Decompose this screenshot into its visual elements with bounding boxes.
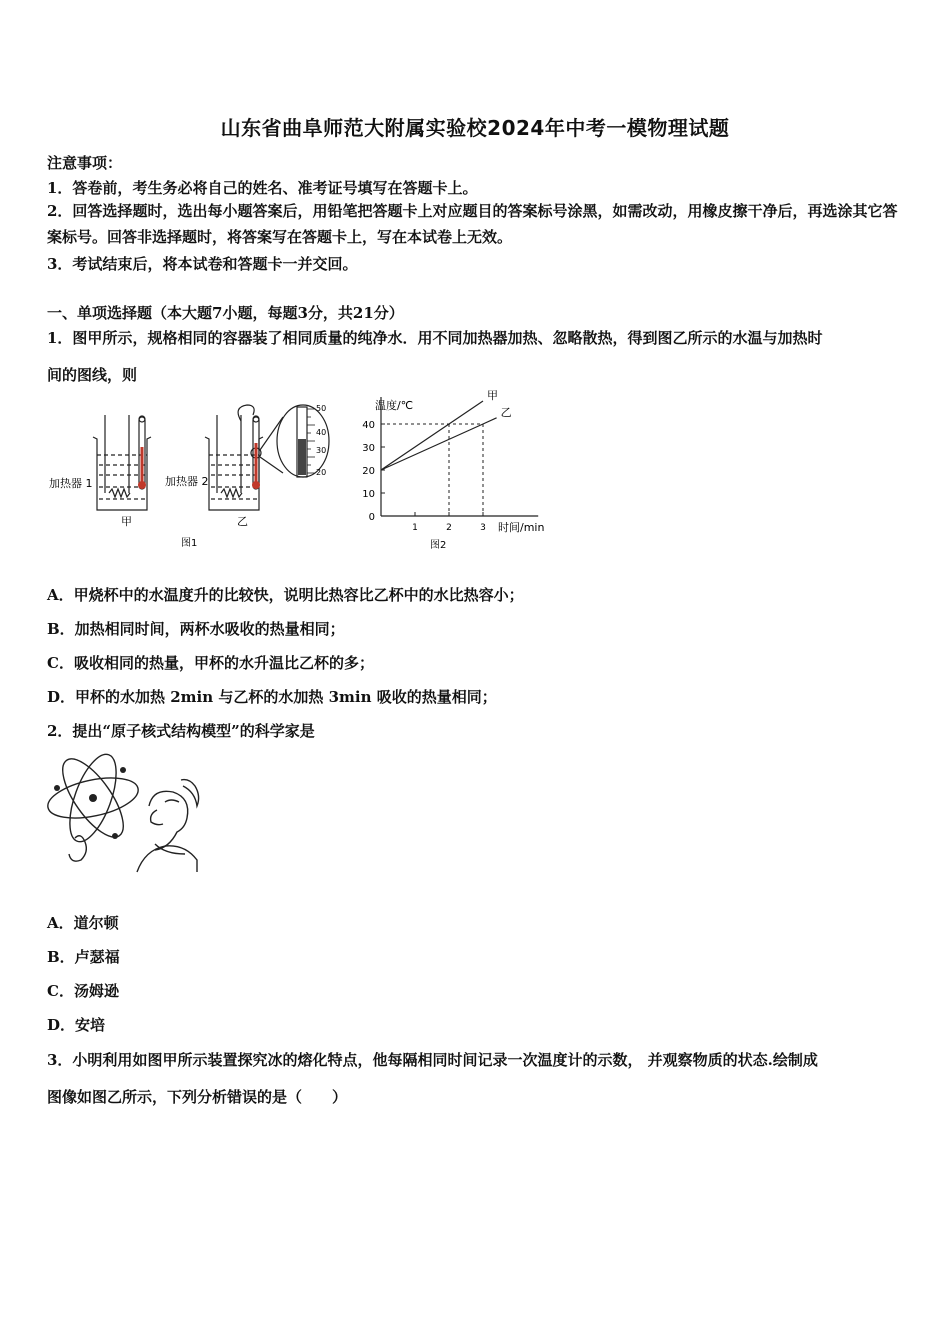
question-1-stem-continued: 间的图线，则 [47,366,138,384]
figure-2-caption: 图2 [430,540,447,551]
x-tick-label: 3 [480,523,486,533]
scale-label: 30 [316,446,327,455]
beaker-apparatus-figure [45,395,350,555]
x-tick-label: 1 [412,523,418,533]
y-tick-label: 0 [368,512,375,523]
cup-label-jia: 甲 [121,515,132,528]
option-1c: C．吸收相同的热量，甲杯的水升温比乙杯的多； [47,654,374,672]
series-label: 甲 [487,390,498,402]
question-2-stem: 2．提出“原子核式结构模型”的科学家是 [47,722,315,740]
temperature-time-chart [338,390,563,555]
question-1-stem: 1．图甲所示，规格相同的容器装了相同质量的纯净水．用不同加热器加热、忽略散热，得到图乙所示的水温与加热时 [47,329,823,347]
question-3-stem-continued: 图像如图乙所示，下列分析错误的是（ ） [47,1088,348,1106]
option-2c: C．汤姆逊 [47,982,119,1000]
y-tick-label: 10 [362,489,375,500]
option-1d: D．甲杯的水加热 2min 与乙杯的水加热 3min 吸收的热量相同； [47,688,497,706]
option-1b: B．加热相同时间，两杯水吸收的热量相同； [47,620,345,638]
y-axis-label: 温度/℃ [375,399,414,412]
cup-label-yi: 乙 [237,515,248,528]
page-title: 山东省曲阜师范大附属实验校2024年中考一模物理试题 [220,116,730,140]
question-3-stem: 3．小明利用如图甲所示装置探究冰的熔化特点，他每隔相同时间记录一次温度计的示数， 并观察物质的状态.绘制成 [47,1051,818,1069]
heater-1-label: 加热器 1 [49,477,93,490]
option-2b: B．卢瑟福 [47,948,120,966]
option-1a: A．甲烧杯中的水温度升的比较快，说明比热容比乙杯中的水比热容小； [47,586,524,604]
series-line-2 [381,418,497,470]
x-tick-label: 2 [446,523,452,533]
scientist-atom-illustration [45,748,205,876]
note-item: 3．考试结束后，将本试卷和答题卡一并交回。 [47,255,358,273]
figure-1-caption: 图1 [181,538,198,549]
scale-label: 20 [316,468,327,477]
scale-label: 50 [316,404,327,413]
notes-heading: 注意事项： [47,154,123,172]
note-item: 1．答卷前，考生务必将自己的姓名、准考证号填写在答题卡上。 [47,179,478,197]
scale-label: 40 [316,428,327,437]
series-label: 乙 [500,405,512,419]
option-2d: D．安培 [47,1016,106,1034]
heater-2-label: 加热器 2 [165,475,209,488]
option-2a: A．道尔顿 [47,914,119,932]
y-tick-label: 30 [362,443,375,454]
note-item: 2．回答选择题时，选出每小题答案后，用铅笔把答题卡上对应题目的答案标号涂黑，如需改动，用橡皮擦干净后，再选涂其它答案标号。回答非选择题时，将答案写在答题卡上，写在本试卷上无效。 [47,202,898,246]
y-tick-label: 20 [362,466,375,477]
x-axis-label: 时间/min [498,521,545,534]
section-heading: 一、单项选择题（本大题7小题，每题3分，共21分） [47,304,404,322]
y-tick-label: 40 [362,420,375,431]
